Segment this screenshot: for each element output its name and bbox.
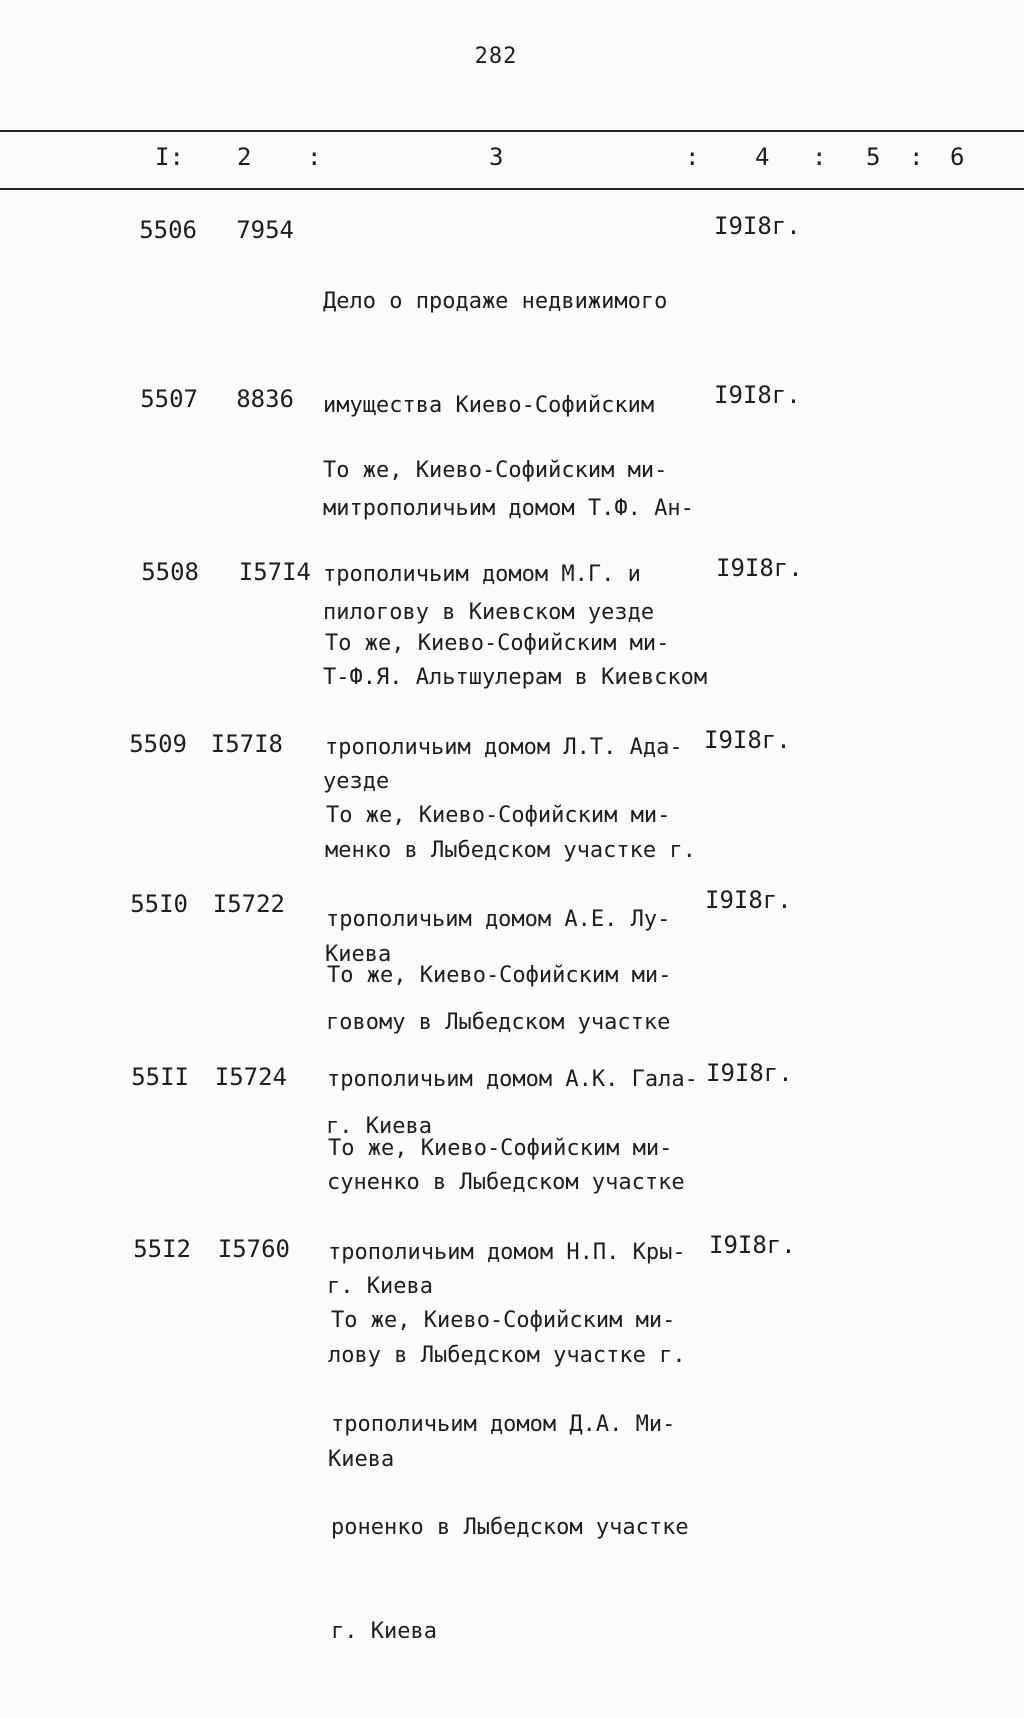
entry-year: I9I8г. bbox=[709, 1231, 796, 1259]
entry-year: I9I8г. bbox=[705, 886, 792, 914]
file-number: I5722 bbox=[212, 890, 285, 918]
description-line: трополичьим домом А.Е. Лу- bbox=[326, 906, 671, 932]
entry-year: I9I8г. bbox=[716, 554, 803, 582]
entry-number: 5508 bbox=[141, 558, 199, 586]
description-line: трополичьим домом А.К. Гала- bbox=[327, 1066, 698, 1092]
column-separator: : bbox=[307, 143, 322, 171]
entry-number: 5509 bbox=[129, 730, 187, 758]
description-line: г. Киева bbox=[327, 1273, 433, 1299]
column-header-1: I: bbox=[155, 143, 184, 171]
description-line: трополичьим домом Д.А. Ми- bbox=[331, 1411, 676, 1437]
description-line: Киева bbox=[325, 941, 392, 967]
entry-year: I9I8г. bbox=[714, 381, 801, 409]
entry-number: 55II bbox=[131, 1063, 189, 1091]
description-line: Т-Ф.Я. Альтшулерам в Киевском bbox=[323, 665, 708, 690]
column-header-2: 2 bbox=[237, 143, 252, 171]
entry-year: I9I8г. bbox=[704, 726, 791, 754]
description-line: трополичьим домом Л.Т. Ада- bbox=[325, 734, 683, 760]
description-line: уезде bbox=[323, 768, 390, 794]
inventory-entry bbox=[0, 1231, 1024, 1644]
description-line: суненко в Лыбедском участке bbox=[327, 1170, 685, 1195]
entry-number: 55I2 bbox=[133, 1235, 191, 1263]
description-line: То же, Киево-Софийским ми- bbox=[323, 458, 668, 483]
file-number: I5760 bbox=[217, 1235, 290, 1263]
entry-description bbox=[331, 1235, 751, 1718]
description-line: трополичьим домом М.Г. и bbox=[323, 561, 641, 587]
column-header-5: 5 bbox=[866, 143, 881, 171]
description-line: г. Киева bbox=[326, 1113, 432, 1139]
header-bottom-rule bbox=[0, 188, 1024, 190]
description-line: роненко в Лыбедском участке bbox=[331, 1515, 689, 1540]
entry-number: 55I0 bbox=[130, 890, 188, 918]
entry-number: 5506 bbox=[139, 216, 197, 244]
description-line: То же, Киево-Софийским ми- bbox=[325, 631, 670, 656]
entry-year: I9I8г. bbox=[706, 1059, 793, 1087]
description-line: г. Киева bbox=[331, 1618, 437, 1644]
description-line: Киева bbox=[328, 1446, 395, 1472]
file-number: 8836 bbox=[236, 385, 294, 413]
description-line: трополичьим домом Н.П. Кры- bbox=[328, 1239, 686, 1265]
description-line: То же, Киево-Софийским ми- bbox=[331, 1308, 676, 1333]
description-line: То же, Киево-Софийским ми- bbox=[327, 963, 672, 988]
page-number: 282 bbox=[474, 44, 518, 69]
column-header-3: 3 bbox=[489, 143, 504, 171]
column-separator: : bbox=[685, 143, 700, 171]
description-line: говому в Лыбедском участке bbox=[326, 1010, 671, 1035]
description-line: То же, Киево-Софийским ми- bbox=[328, 1136, 673, 1161]
header-top-rule bbox=[0, 130, 1024, 132]
file-number: I5724 bbox=[214, 1063, 287, 1091]
file-number: I57I4 bbox=[238, 558, 311, 586]
entry-year: I9I8г. bbox=[714, 212, 801, 240]
description-line: То же, Киево-Софийским ми- bbox=[326, 803, 671, 828]
entry-number: 5507 bbox=[140, 385, 198, 413]
file-number: I57I8 bbox=[210, 730, 283, 758]
column-header-4: 4 bbox=[755, 143, 770, 171]
column-separator: : bbox=[909, 143, 924, 171]
column-header-6: 6 bbox=[950, 143, 965, 171]
description-line: менко в Лыбедском участке г. bbox=[325, 838, 696, 863]
file-number: 7954 bbox=[236, 216, 294, 244]
description-line: митрополичьим домом Т.Ф. Ан- bbox=[323, 496, 694, 521]
description-line: лову в Лыбедском участке г. bbox=[328, 1343, 686, 1368]
description-line: имущества Киево-Софийским bbox=[323, 392, 655, 418]
column-separator: : bbox=[812, 143, 827, 171]
description-line: пилогову в Киевском уезде bbox=[323, 599, 655, 625]
description-line: Дело о продаже недвижимого bbox=[323, 289, 668, 314]
